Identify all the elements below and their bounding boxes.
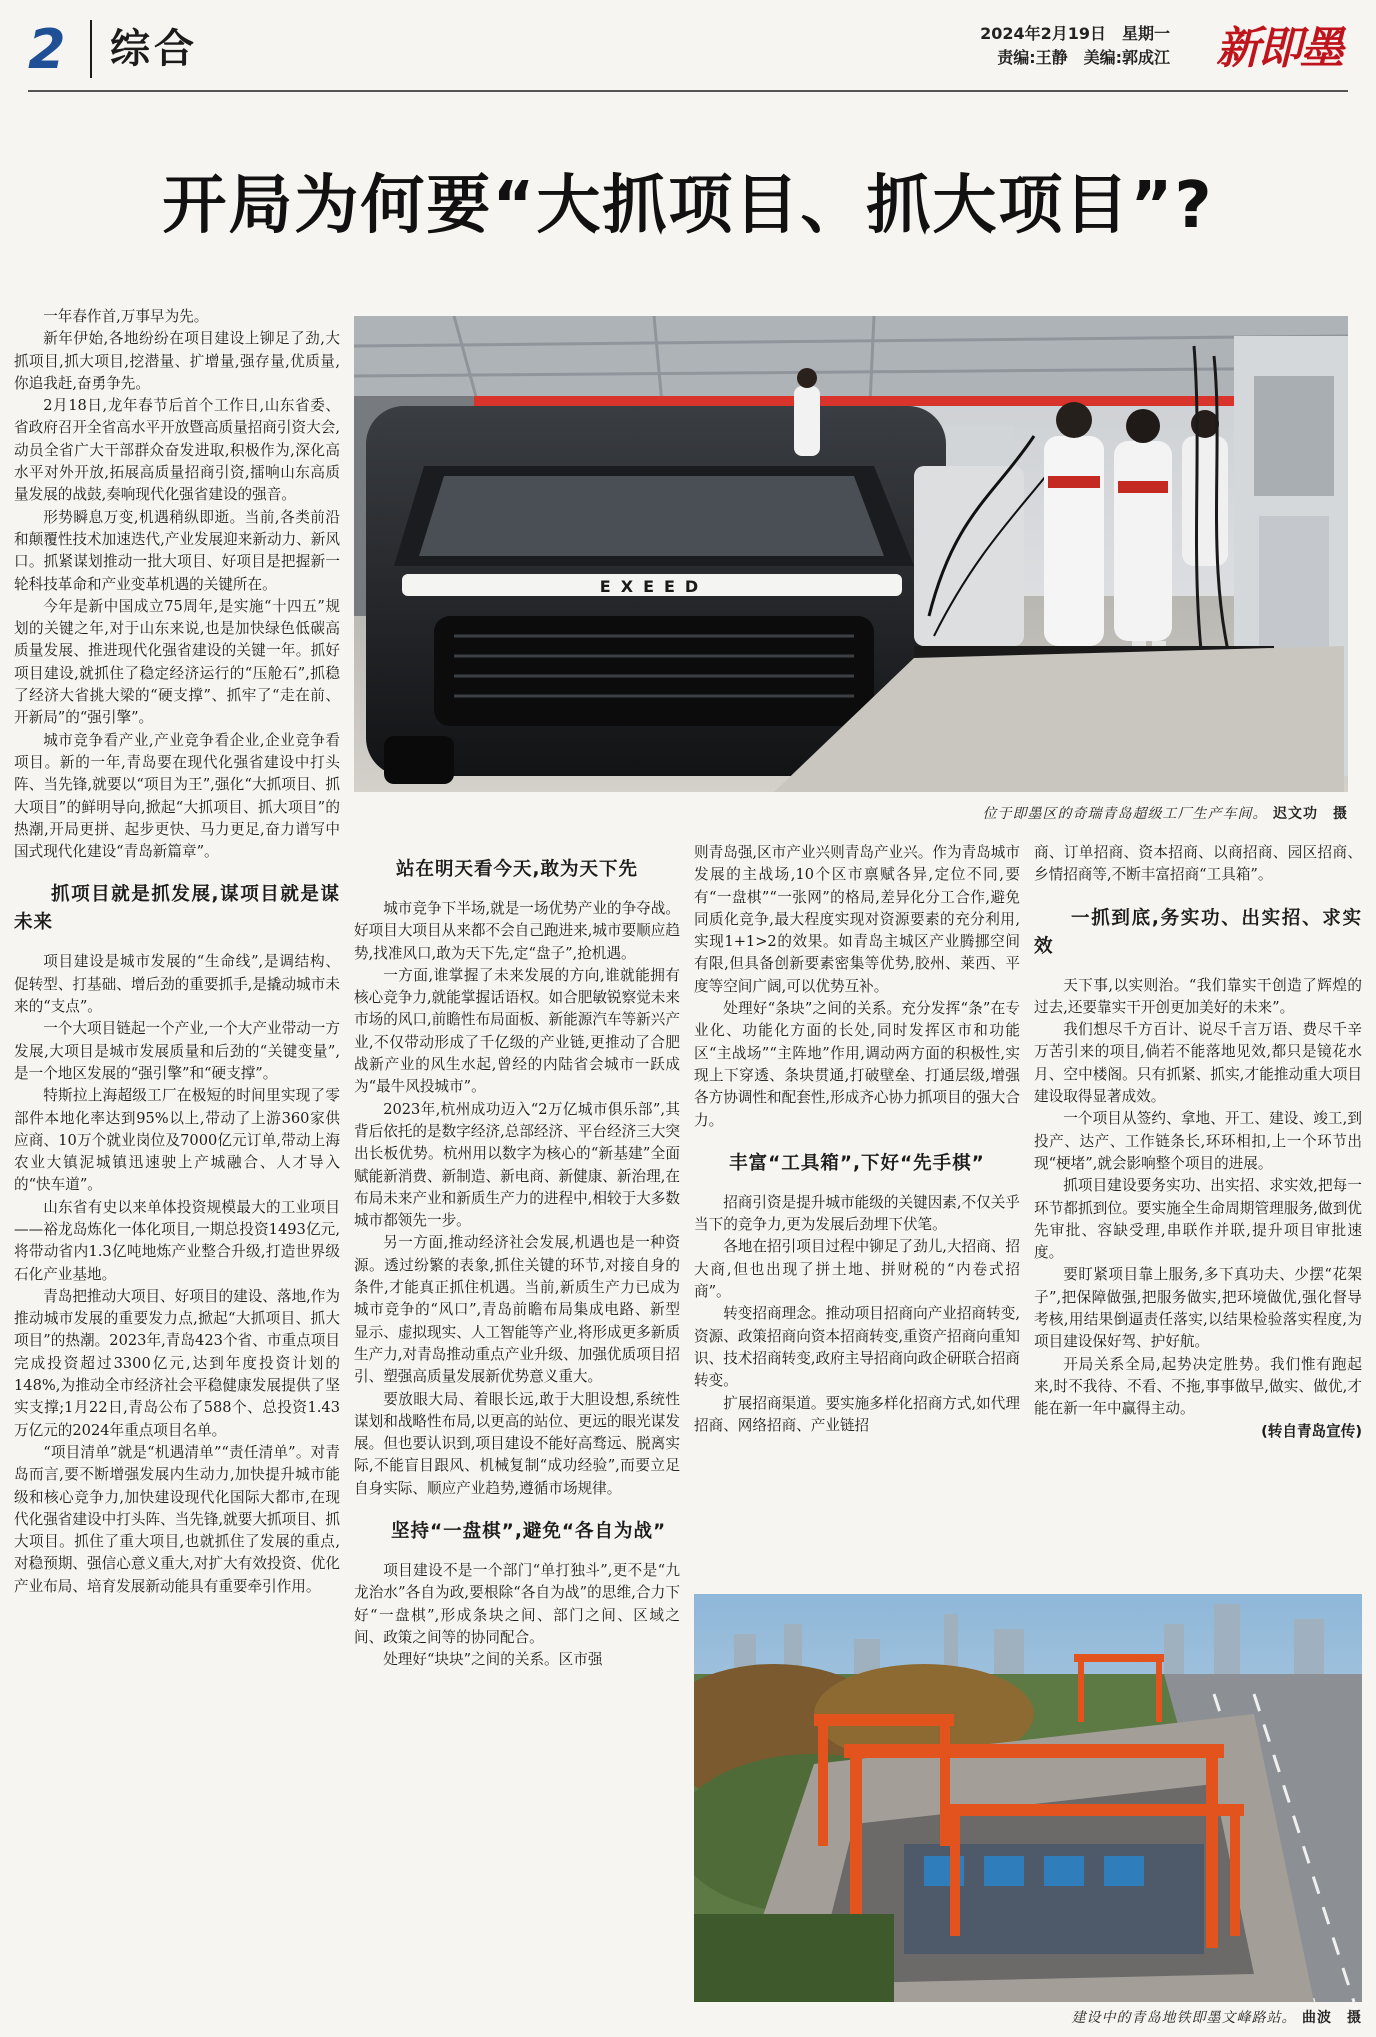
paragraph: 今年是新中国成立75周年,是实施“十四五”规划的关键之年,对于山东来说,也是加快绿色低碳高质量发展、推进现代化强省建设的关键一年。抓好项目建设,就抓住了稳定经济运行的“压舱石”,抓稳了经济大省挑大梁的“硬支撑”、抓牢了“走在前、开新局”的“强引擎”。 xyxy=(14,597,340,727)
subheading: 坚持“一盘棋”,避免“各自为战” xyxy=(391,1521,667,1543)
paragraph: 城市竞争下半场,就是一场优势产业的争夺战。好项目大项目从来都不会自己跑进来,城市要顺应趋势,找准风口,敢为天下先,定“盘子”,抢机遇。 xyxy=(354,900,680,962)
subway-photo-illustration xyxy=(694,1594,1362,2002)
subway-photo-caption xyxy=(694,2008,1362,2028)
car-badge: EXEED xyxy=(599,577,709,596)
paragraph: 要盯紧项目靠上服务,多下真功夫、少摆“花架子”,把保障做强,把服务做实,把环境做优,强化督导考核,用结果倒逼责任落实,以结果检验落实程度,为项目建设保好驾、护好航。 xyxy=(1034,1266,1362,1351)
paragraph: 处理好“块块”之间的关系。区市强 xyxy=(383,1651,603,1669)
date-line: 2024年2月19日 星期一 xyxy=(980,24,1170,43)
paragraph: 另一方面,推动经济社会发展,机遇也是一种资源。透过纷繁的表象,抓住关键的环节,对接自身的条件,才能真正抓住机遇。当前,新质生产力已成为城市竞争的“风口”,青岛前瞻布局集成电路、新型显示、虚拟现实、人工智能等产业,将形成更多新质生产力,对青岛推动重点产业升级、加强优质项目招引、塑强高质量发展新优势意义重大。 xyxy=(354,1234,680,1386)
paragraph: 天下事,以实则治。“我们靠实干创造了辉煌的过去,还要靠实干开创更加美好的未来”。 xyxy=(1034,976,1362,1016)
paragraph: 各地在招引项目过程中铆足了劲儿,大招商、招大商,但也出现了拼土地、拼财税的“内卷式招商”。 xyxy=(694,1238,1020,1301)
caption-text: 建设中的青岛地铁即墨文峰路站。 xyxy=(1071,2010,1297,2026)
section-name: 综合 xyxy=(110,26,198,72)
article-column-3 xyxy=(694,842,1020,1582)
caption-credit: 曲波 摄 xyxy=(1302,2010,1362,2026)
caption-credit: 迟文功 摄 xyxy=(1273,806,1348,822)
factory-photo xyxy=(354,316,1348,792)
paragraph: 2023年,杭州成功迈入“2万亿城市俱乐部”,其背后依托的是数字经济,总部经济、平台经济三大突出长板优势。杭州用以数字为核心的“新基建”全面赋能新消费、新制造、新电商、新健康、新治理,在布局未来产业和新质生产力的进程中,相较于大多数城市都领先一步。 xyxy=(354,1100,680,1230)
paragraph: 城市竞争看产业,产业竞争看企业,企业竞争看项目。新的一年,青岛要在现代化强省建设中打头阵、当先锋,就要以“项目为王”,强化“大抓项目、抓大项目”的鲜明导向,掀起“大抓项目、抓大项目”的热潮,开局更拼、起步更快、马力更足,奋力谱写中国式现代化建设“青岛新篇章”。 xyxy=(14,731,340,861)
paragraph: 一方面,谁掌握了未来发展的方向,谁就能拥有核心竞争力,就能掌握话语权。如合肥敏锐察觉未来市场的风口,前瞻性布局面板、新能源汽车等新兴产业,不仅带动形成了千亿级的产业链,更推动了合肥战新产业的风生水起,曾经的内陆省会城市一跃成为“最牛风投城市”。 xyxy=(354,966,680,1096)
editors-line: 责编:王静 美编:郭成江 xyxy=(997,48,1170,67)
article-source: (转自青岛宣传) xyxy=(1261,1422,1362,1440)
paragraph: 一个项目从签约、拿地、开工、建设、竣工,到投产、达产、工作链条长,环环相扣,上一个环节出现“梗堵”,就会影响整个项目的进展。 xyxy=(1034,1110,1362,1172)
paragraph: 商、订单招商、资本招商、以商招商、园区招商、乡情招商等,不断丰富招商“工具箱”。 xyxy=(1034,844,1362,884)
paragraph: 抓项目建设要务实功、出实招、求实效,把每一环节都抓到位。要实施全生命周期管理服务,做到优先审批、容缺受理,串联作并联,提升项目审批速度。 xyxy=(1034,1177,1362,1262)
article-column-2 xyxy=(354,852,680,2028)
factory-photo-illustration xyxy=(354,316,1348,792)
paragraph: 处理好“条块”之间的关系。充分发挥“条”在专业化、功能化方面的长处,同时发挥区市和功能区“主战场”“主阵地”作用,调动两方面的积极性,实现上下穿透、条块贯通,打破壁垒、打通层级,增强各方协调性和配套性,形成齐心协力抓项目的强大合力。 xyxy=(694,1000,1020,1129)
paragraph: 则青岛强,区市产业兴则青岛产业兴。作为青岛城市发展的主战场,10个区市禀赋各异,定位不同,要有“一盘棋”“一张网”的格局,差异化分工合作,避免同质化竞争,最大程度实现对资源要素的充分利用,实现1+1>2的效果。如青岛主城区产业腾挪空间有限,但具备创新要素密集等优势,胶州、莱西、平度等空间广阔,可以优势互补。 xyxy=(694,844,1020,995)
paragraph: 我们想尽千方百计、说尽千言万语、费尽千辛万苦引来的项目,倘若不能落地见效,都只是镜花水月、空中楼阁。只有抓紧、抓实,才能推动重大项目建设取得显著成效。 xyxy=(1034,1021,1362,1106)
paragraph: 要放眼大局、着眼长远,敢于大胆设想,系统性谋划和战略性布局,以更高的站位、更远的眼光谋发展。但也要认识到,项目建设不能好高骛远、脱离实际,不能盲目跟风、机械复制“成功经验”,而要立足自身实际、顺应产业趋势,遵循市场规律。 xyxy=(354,1390,680,1497)
paragraph: 一个大项目链起一个产业,一个大产业带动一方发展,大项目是城市发展质量和后劲的“关键变量”,是一个地区发展的“强引擎”和“硬支撑”。 xyxy=(14,1020,340,1082)
paragraph: “项目清单”就是“机遇清单”“责任清单”。对青岛而言,要不断增强发展内生动力,加快提升城市能级和核心竞争力,加快建设现代化国际大都市,在现代化强省建设中打头阵、当先锋,就要大抓项目、抓大项目。抓住了重大项目,也就抓住了发展的重点,对稳预期、强信心意义重大,对扩大有效投资、优化产业布局、培育发展新动能具有重要牵引作用。 xyxy=(14,1443,340,1595)
subheading: 站在明天看今天,敢为天下先 xyxy=(395,859,639,880)
paragraph: 2月18日,龙年春节后首个工作日,山东省委、省政府召开全省高水平开放暨高质量招商引资大会,动员全省广大干部群众奋发进取,积极作为,深化高水平对外开放,拓展高质量招商引资,擂响山东高质量发展的战鼓,奏响现代化强省建设的强音。 xyxy=(14,397,340,504)
caption-text: 位于即墨区的奇瑞青岛超级工厂生产车间。 xyxy=(982,806,1268,822)
paragraph: 形势瞬息万变,机遇稍纵即逝。当前,各类前沿和颠覆性技术加速迭代,产业发展迎来新动力、新风口。抓紧谋划推动一批大项目、好项目是把握新一轮科技革命和产业变革机遇的关键所在。 xyxy=(14,508,340,593)
article-column-4 xyxy=(1034,842,1362,1582)
headline: 开局为何要“大抓项目、抓大项目”? xyxy=(162,169,1214,243)
section-divider xyxy=(90,20,92,78)
page-number: 2 xyxy=(28,18,66,81)
subway-construction-photo xyxy=(694,1594,1362,2002)
paragraph: 项目建设不是一个部门“单打独斗”,更不是“九龙治水”各自为政,要根除“各自为战”的思维,合力下好“一盘棋”,形成条块之间、部门之间、区域之间、政策之间等的协同配合。 xyxy=(354,1562,680,1646)
paragraph: 新年伊始,各地纷纷在项目建设上铆足了劲,大抓项目,抓大项目,挖潜量、扩增量,强存量,优质量,你追我赶,奋勇争先。 xyxy=(14,330,340,392)
paragraph: 青岛把推动大项目、好项目的建设、落地,作为推动城市发展的重要发力点,掀起“大抓项目、抓大项目”的热潮。2023年,青岛423个省、市重点项目完成投资超过3300亿元,达到年度投资计划的148%,为推动全市经济社会平稳健康发展提供了坚实支撑;1月22日,青岛公布了588个、总投资1.43万亿元的2024年重点项目名单。 xyxy=(14,1287,340,1439)
subheading: 抓项目就是抓发展,谋项目就是谋未来 xyxy=(14,884,340,934)
header-meta xyxy=(980,22,1170,70)
factory-photo-caption xyxy=(354,804,1348,824)
article-column-1 xyxy=(14,306,340,2028)
paragraph: 招商引资是提升城市能级的关键因素,不仅关乎当下的竞争力,更为发展后劲埋下伏笔。 xyxy=(694,1193,1020,1234)
subheading: 一抓到底,务实功、出实招、求实效 xyxy=(1034,907,1362,957)
paragraph: 特斯拉上海超级工厂在极短的时间里实现了零部件本地化率达到95%以上,带动了上游360家供应商、10万个就业岗位及7000亿元订单,带动上海农业大镇泥城镇迅速驶上产城融合、人才导入的“快车道”。 xyxy=(14,1087,340,1194)
header-rule xyxy=(28,90,1348,92)
subheading: 丰富“工具箱”,下好“先手棋” xyxy=(729,1152,985,1174)
paragraph: 山东省有史以来单体投资规模最大的工业项目——裕龙岛炼化一体化项目,一期总投资1493亿元,将带动省内1.3亿吨地炼产业整合升级,打造世界级石化产业基地。 xyxy=(14,1198,340,1283)
paragraph: 一年春作首,万事早为先。 xyxy=(43,308,209,325)
paragraph: 转变招商理念。推动项目招商向产业招商转变,资源、政策招商向资本招商转变,重资产招商向重知识、技术招商转变,政府主导招商向政企研联合招商转变。 xyxy=(694,1305,1020,1390)
masthead-logo: 新即墨 xyxy=(1216,23,1342,74)
paragraph: 项目建设是城市发展的“生命线”,是调结构、促转型、打基础、增后劲的重要抓手,是撬动城市未来的“支点”。 xyxy=(14,953,340,1016)
paragraph: 扩展招商渠道。要实施多样化招商方式,如代理招商、网络招商、产业链招 xyxy=(694,1394,1020,1434)
paragraph: 开局关系全局,起势决定胜势。我们惟有跑起来,时不我待、不看、不拖,事事做早,做实、做优,才能在新一年中赢得主动。 xyxy=(1034,1355,1362,1418)
